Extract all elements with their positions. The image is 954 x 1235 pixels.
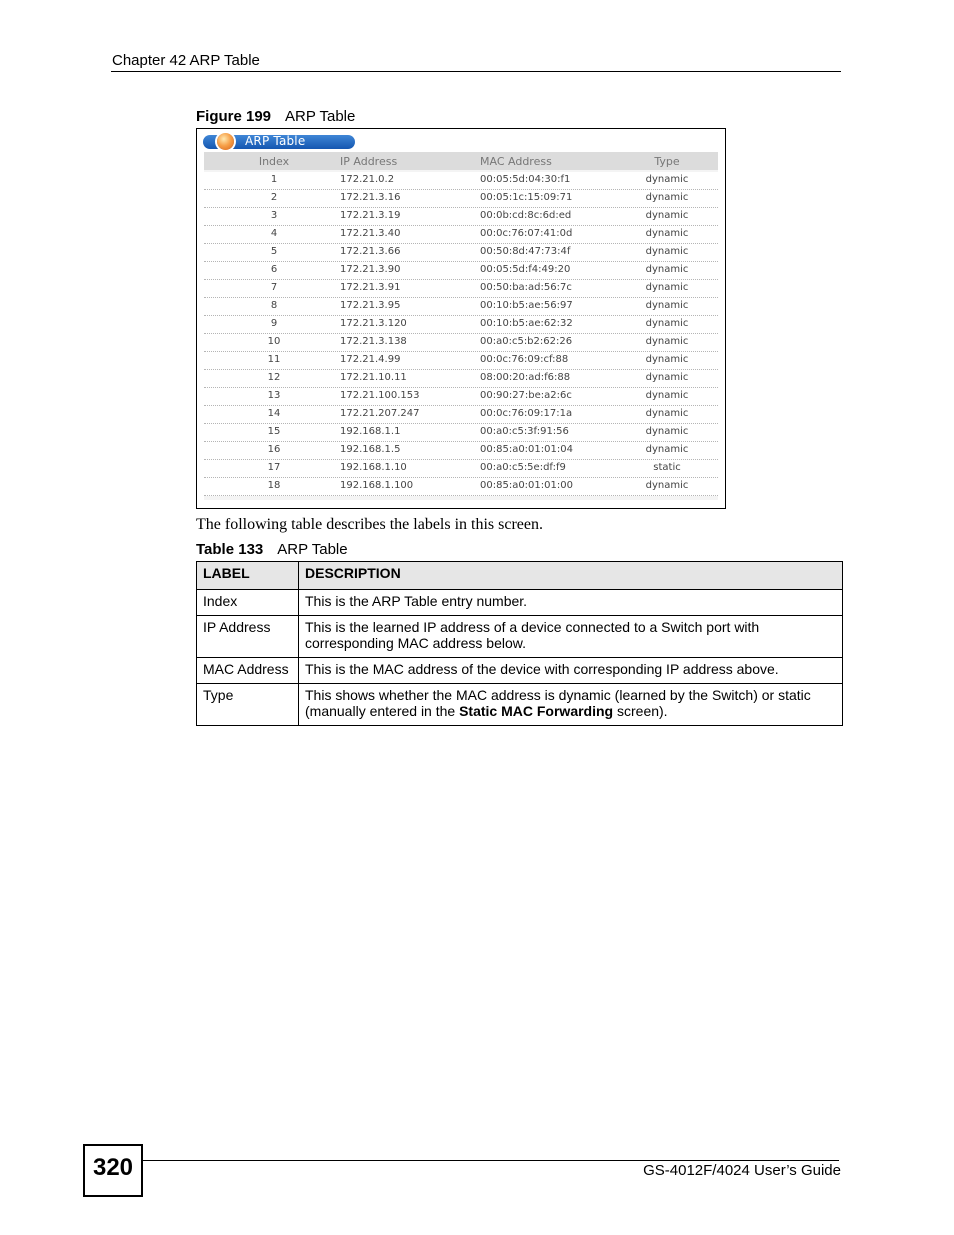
cell-type: dynamic	[645, 192, 689, 203]
cell-type: dynamic	[645, 390, 689, 401]
type-description-end: screen).	[613, 703, 668, 719]
cell-type: dynamic	[645, 318, 689, 329]
page-number: 320	[92, 1154, 134, 1181]
cell-ip-address: 172.21.3.66	[340, 246, 401, 257]
type-description-start: This shows whether the MAC address is dynamic (learned by the Switch) or static (manually entered in the	[305, 687, 811, 719]
cell-mac-address: 08:00:20:ad:f6:88	[480, 372, 571, 383]
cell-index: 8	[270, 300, 278, 311]
arp-table-screenshot	[196, 128, 726, 509]
cell-index: 15	[267, 426, 281, 437]
arp-row	[204, 334, 718, 352]
footer-rule	[141, 1160, 839, 1161]
cell-type: dynamic	[645, 408, 689, 419]
cell-ip-address: 172.21.3.16	[340, 192, 401, 203]
row-label: Index	[197, 590, 299, 616]
cell-index: 16	[267, 444, 281, 455]
arp-row	[204, 172, 718, 190]
cell-index: 11	[267, 354, 281, 365]
arp-row	[204, 442, 718, 460]
cell-mac-address: 00:85:a0:01:01:00	[480, 480, 573, 491]
cell-type: dynamic	[645, 282, 689, 293]
row-label: IP Address	[197, 616, 299, 658]
col-header-ip-address: IP Address	[340, 155, 398, 168]
cell-ip-address: 172.21.3.95	[340, 300, 401, 311]
cell-ip-address: 192.168.1.100	[340, 480, 414, 491]
guide-title: GS-4012F/4024 User’s Guide	[643, 1162, 841, 1179]
figure-label: Figure 199	[196, 108, 272, 125]
table-caption	[196, 541, 348, 558]
arp-row	[204, 190, 718, 208]
row-description: This is the learned IP address of a device connected to a Switch port with corresponding MAC address below.	[299, 616, 843, 658]
cell-type: dynamic	[645, 336, 689, 347]
cell-index: 4	[270, 228, 278, 239]
cell-ip-address: 172.21.3.40	[340, 228, 401, 239]
static-mac-forwarding-ref: Static MAC Forwarding	[459, 703, 614, 719]
cell-type: dynamic	[645, 264, 689, 275]
cell-ip-address: 172.21.10.11	[340, 372, 407, 383]
cell-ip-address: 172.21.4.99	[340, 354, 401, 365]
cell-index: 10	[267, 336, 281, 347]
cell-index: 12	[267, 372, 281, 383]
arp-grid	[204, 152, 718, 500]
arp-row	[204, 280, 718, 298]
cell-index: 14	[267, 408, 281, 419]
cell-mac-address: 00:a0:c5:5e:df:f9	[480, 462, 566, 473]
arp-panel-title-bar	[203, 135, 355, 149]
cell-type: dynamic	[645, 480, 689, 491]
table-header-row	[197, 562, 843, 590]
cell-type: static	[653, 462, 681, 473]
cell-index: 17	[267, 462, 281, 473]
arp-panel-title: ARP Table	[245, 134, 306, 148]
cell-ip-address: 192.168.1.10	[340, 462, 407, 473]
header-rule	[111, 71, 841, 72]
cell-type: dynamic	[645, 354, 689, 365]
cell-mac-address: 00:05:5d:04:30:f1	[480, 174, 571, 185]
row-label: MAC Address	[197, 658, 299, 684]
cell-ip-address: 172.21.0.2	[340, 174, 395, 185]
arp-row	[204, 352, 718, 370]
cell-mac-address: 00:05:1c:15:09:71	[480, 192, 573, 203]
cell-ip-address: 172.21.3.90	[340, 264, 401, 275]
cell-type: dynamic	[645, 246, 689, 257]
cell-ip-address: 192.168.1.1	[340, 426, 401, 437]
figure-title: ARP Table	[285, 108, 356, 125]
cell-type: dynamic	[645, 426, 689, 437]
row-description	[299, 684, 843, 726]
chapter-header: Chapter 42 ARP Table	[112, 52, 260, 69]
cell-ip-address: 172.21.3.120	[340, 318, 407, 329]
cell-index: 18	[267, 480, 281, 491]
cell-index: 3	[270, 210, 278, 221]
arp-row	[204, 298, 718, 316]
cell-mac-address: 00:50:8d:47:73:4f	[480, 246, 571, 257]
cell-type: dynamic	[645, 174, 689, 185]
cell-type: dynamic	[645, 300, 689, 311]
figure-caption	[196, 108, 355, 125]
col-header-mac-address: MAC Address	[480, 155, 552, 168]
header-description: DESCRIPTION	[299, 562, 843, 590]
cell-mac-address: 00:50:ba:ad:56:7c	[480, 282, 572, 293]
arp-row	[204, 388, 718, 406]
cell-mac-address: 00:05:5d:f4:49:20	[480, 264, 571, 275]
row-description: This is the ARP Table entry number.	[299, 590, 843, 616]
arp-row	[204, 406, 718, 424]
cell-index: 2	[270, 192, 278, 203]
cell-mac-address: 00:10:b5:ae:56:97	[480, 300, 573, 311]
table-row	[197, 590, 843, 616]
cell-mac-address: 00:85:a0:01:01:04	[480, 444, 573, 455]
arp-rows	[204, 172, 718, 496]
arp-row	[204, 208, 718, 226]
cell-ip-address: 172.21.3.138	[340, 336, 407, 347]
cell-ip-address: 172.21.3.19	[340, 210, 401, 221]
row-label: Type	[197, 684, 299, 726]
body-text: The following table describes the labels in this screen.	[196, 516, 544, 533]
arp-row	[204, 370, 718, 388]
col-header-type: Type	[654, 155, 680, 168]
table-row	[197, 658, 843, 684]
table-title: ARP Table	[277, 541, 348, 558]
cell-index: 6	[270, 264, 278, 275]
orb-icon	[217, 133, 234, 150]
header-label: LABEL	[197, 562, 299, 590]
cell-ip-address: 172.21.207.247	[340, 408, 420, 419]
cell-type: dynamic	[645, 372, 689, 383]
cell-index: 13	[267, 390, 281, 401]
arp-row	[204, 316, 718, 334]
cell-mac-address: 00:0b:cd:8c:6d:ed	[480, 210, 572, 221]
table-row	[197, 616, 843, 658]
cell-mac-address: 00:0c:76:09:cf:88	[480, 354, 569, 365]
page-number-box	[83, 1144, 143, 1197]
cell-type: dynamic	[645, 444, 689, 455]
col-header-index: Index	[258, 155, 290, 168]
arp-row	[204, 262, 718, 280]
cell-index: 9	[270, 318, 278, 329]
arp-row	[204, 226, 718, 244]
cell-index: 7	[270, 282, 278, 293]
label-description-table	[196, 561, 843, 726]
cell-mac-address: 00:0c:76:09:17:1a	[480, 408, 573, 419]
cell-type: dynamic	[645, 210, 689, 221]
cell-ip-address: 172.21.3.91	[340, 282, 401, 293]
cell-index: 5	[270, 246, 278, 257]
cell-mac-address: 00:a0:c5:b2:62:26	[480, 336, 573, 347]
cell-mac-address: 00:0c:76:07:41:0d	[480, 228, 573, 239]
cell-ip-address: 192.168.1.5	[340, 444, 401, 455]
cell-index: 1	[270, 174, 278, 185]
cell-type: dynamic	[645, 228, 689, 239]
table-row	[197, 684, 843, 726]
arp-row	[204, 460, 718, 478]
arp-row	[204, 478, 718, 496]
cell-mac-address: 00:a0:c5:3f:91:56	[480, 426, 569, 437]
cell-mac-address: 00:90:27:be:a2:6c	[480, 390, 572, 401]
row-description: This is the MAC address of the device with corresponding IP address above.	[299, 658, 843, 684]
table-label: Table 133	[196, 541, 264, 558]
arp-row	[204, 424, 718, 442]
arp-row	[204, 244, 718, 262]
cell-ip-address: 172.21.100.153	[340, 390, 420, 401]
cell-mac-address: 00:10:b5:ae:62:32	[480, 318, 573, 329]
arp-grid-header	[204, 152, 718, 170]
